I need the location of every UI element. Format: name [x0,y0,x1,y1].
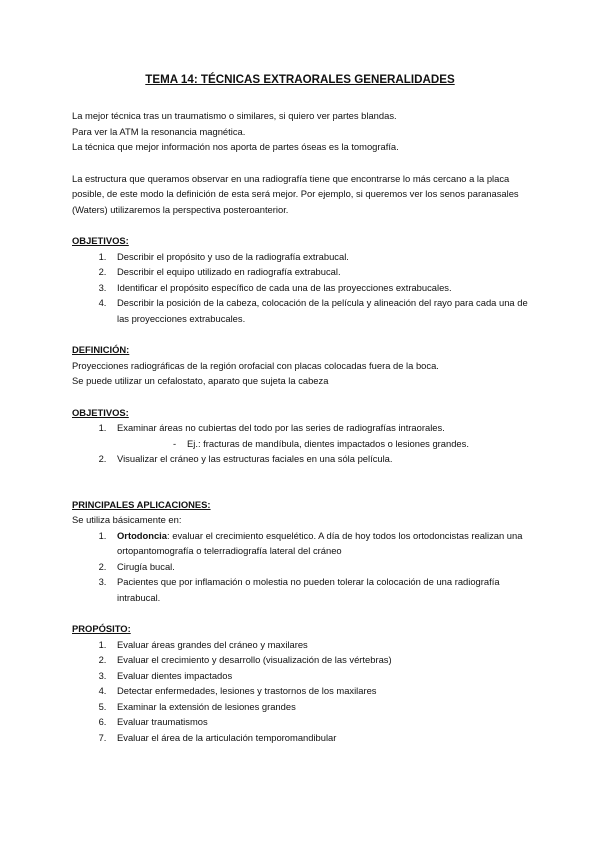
list-item: 3. Evaluar dientes impactados [109,668,528,684]
list-item: 2. Describir el equipo utilizado en radiografía extrabucal. [109,264,528,280]
section-heading: OBJETIVOS: [72,406,129,418]
list-item: 2. Cirugía bucal. [109,559,528,575]
list-item: 6. Evaluar traumatismos [109,714,528,730]
section-proposito [72,621,528,745]
definition-line: Proyecciones radiográficas de la región orofacial con placas colocadas fuera de la boca. [72,359,439,371]
sub-list-item: - Ej.: fracturas de mandíbula, dientes impactados o lesiones grandes. [165,436,528,452]
section-intro: Se utiliza básicamente en: [72,514,182,525]
intro-line: La mejor técnica tras un traumatismo o similares, si quiero ver partes blandas. [72,110,397,121]
document-title: TEMA 14: TÉCNICAS EXTRAORALES GENERALIDADES [145,73,455,86]
proposito-list [72,637,528,746]
list-item: 1. Evaluar áreas grandes del cráneo y maxilares [109,637,528,653]
paragraph-text: La estructura que queramos observar en una radiografía tiene que encontrarse lo más cercano a la placa posible, de este modo la definición de esta será mejor. Por ejemplo, si queremos ver los senos paranasales (Waters) utilizaremos la perspectiva posteroanterior. [72,172,519,215]
list-item: 4. Detectar enfermedades, lesiones y trastornos de los maxilares [109,683,528,699]
list-item [109,528,528,559]
list-item: 2. Visualizar el cráneo y las estructuras faciales en una sóla película. [109,451,528,467]
intro-line: La técnica que mejor información nos aporta de partes óseas es la tomografía. [72,141,399,152]
term-ortodoncia: Ortodoncia [117,529,168,541]
section-heading: OBJETIVOS: [72,235,129,246]
section-heading: PRINCIPALES APLICACIONES: [72,498,211,510]
intro-line: Para ver la ATM la resonancia magnética. [72,125,246,137]
aplicaciones-list [72,528,528,606]
list-item: 5. Examinar la extensión de lesiones grandes [109,699,528,715]
section-heading: PROPÓSITO: [72,623,131,634]
section-definicion [72,342,528,389]
sub-list [117,436,528,452]
list-item: 3. Identificar el propósito específico de cada una de las proyecciones extrabucales. [109,280,528,296]
list-item: 1. Describir el propósito y uso de la radiografía extrabucal. [109,249,528,265]
section-objetivos-1 [72,233,528,326]
list-item-text: Examinar áreas no cubiertas del todo por las series de radiografías intraorales. [117,422,445,433]
objetivos-list [72,420,528,467]
section-objetivos-2 [72,405,528,467]
objetivos-list [72,249,528,327]
section-aplicaciones [72,497,528,606]
definition-line: Se puede utilizar un cefalostato, aparato que sujeta la cabeza [72,375,329,386]
list-item: 2. Evaluar el crecimiento y desarrollo (visualización de las vértebras) [109,652,528,668]
list-item: 4. Describir la posición de la cabeza, colocación de la película y alineación del rayo para cada una de las proyecciones extrabucales. [109,295,528,326]
list-item: 3. Pacientes que por inflamación o molestia no pueden tolerar la colocación de una radiografía intrabucal. [109,574,528,605]
list-item-text: : evaluar el crecimiento esquelético. A día de hoy todos los ortodoncistas realizan una ortopantomografía o telerradiografía lateral del cráneo [117,529,523,556]
list-item [109,420,528,451]
intro-paragraph [72,171,528,218]
intro-lines [72,108,528,155]
list-item: 7. Evaluar el área de la articulación temporomandibular [109,730,528,746]
section-heading: DEFINICIÓN: [72,344,130,355]
